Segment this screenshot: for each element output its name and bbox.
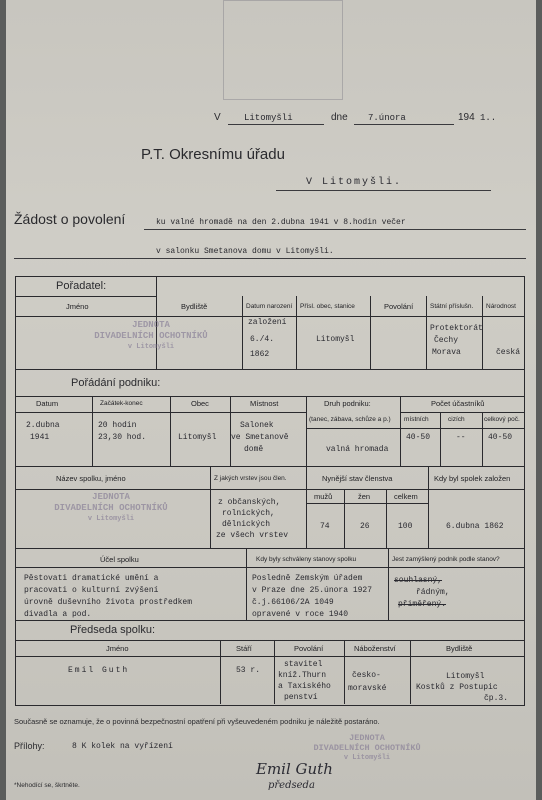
- header-celkovy: celkový poč.: [484, 416, 520, 423]
- zalozen-value: 6.dubna 1862: [446, 522, 504, 531]
- zacatek-line2: 23,30 hod.: [98, 433, 147, 442]
- druh-value: valná hromada: [326, 445, 389, 454]
- mistnich-value: 40-50: [406, 433, 431, 442]
- header-druh-podniku: Druh podniku:: [324, 399, 371, 408]
- bydliste-line2: Kostků z Postupic: [416, 683, 498, 692]
- mistnost-line1: Salonek: [240, 421, 274, 430]
- prilohy-label: Přílohy:: [14, 741, 45, 751]
- vrstvy-line1: z občanských,: [218, 498, 281, 507]
- statni-line2: Čechy: [434, 336, 459, 345]
- celkem-value: 100: [398, 522, 413, 531]
- obec-value: Litomyšl: [178, 433, 217, 442]
- datum-line2: 1941: [30, 433, 50, 442]
- header-narodnost: Národnost: [486, 303, 516, 310]
- header-datum-narozeni: Datum narození: [246, 303, 293, 310]
- header-pocet: Počet účastníků: [431, 399, 485, 408]
- predseda-povolani-line1: stavitel: [284, 660, 323, 669]
- addressee-line2: V Litomyšli.: [306, 177, 403, 188]
- header-schvaleny: Kdy byly schváleny stanovy spolku: [256, 556, 357, 563]
- stanov-option3: přiměřený.: [398, 600, 447, 609]
- zalozeni-date: 6./4.: [250, 335, 275, 344]
- muzu-value: 74: [320, 522, 330, 531]
- poradatel-title: Pořadatel:: [56, 280, 107, 292]
- header-celkem: celkem: [394, 492, 418, 501]
- stanov-option2: řádným,: [416, 588, 450, 597]
- narodnost-value: česká: [496, 348, 521, 357]
- schvaleny-line1: Posledně Zemským úřadem: [252, 574, 363, 583]
- predseda-povolani-line3: a Taxiského: [278, 682, 331, 691]
- footnote: *Nehodící se, škrtněte.: [14, 782, 80, 789]
- zacatek-line1: 20 hodin: [98, 421, 137, 430]
- ucel-line4: divadla a pod.: [24, 610, 92, 619]
- place-value: Litomyšli: [244, 113, 293, 123]
- request-text2: v salonku Smetanova domu v Litomyšli.: [156, 247, 334, 256]
- organization-stamp-2: JEDNOTA DIVADELNÍCH OCHOTNÍKŮ v Litomyšli: [54, 492, 168, 523]
- header-druh-sub: (tanec, zábava, schůze a p.): [309, 416, 391, 423]
- ucel-line1: Pěstovati dramatické umění a: [24, 574, 159, 583]
- nabozenstvi-line1: česko-: [352, 671, 381, 680]
- stanice-value: Litomyšl: [316, 335, 355, 344]
- zen-value: 26: [360, 522, 370, 531]
- header-nabozenstvi: Náboženství: [354, 644, 396, 653]
- place-prefix: V: [214, 112, 221, 123]
- schvaleny-line2: v Praze dne 25.února 1927: [252, 586, 373, 595]
- footer-statement: Současně se oznamuje, že o povinná bezpečnostní opatření při vyšeuvedeném podniku je náležitě postaráno.: [14, 717, 380, 726]
- predseda-povolani-line2: kníž.Thurn: [278, 671, 327, 680]
- header-stav: Nynější stav členstva: [322, 474, 393, 483]
- poradani-title: Pořádání podniku:: [71, 377, 161, 389]
- ucel-line2: pracovati o kulturní zvýšení: [24, 586, 159, 595]
- predseda-title: Předseda spolku:: [70, 624, 155, 636]
- header-predseda-jmeno: Jméno: [106, 644, 129, 653]
- header-prisl-obec: Přísl. obec, stanice: [300, 303, 355, 310]
- cizich-value: --: [456, 433, 466, 442]
- header-stari: Stáří: [236, 644, 252, 653]
- zalozeni-label: založení: [248, 318, 287, 327]
- header-ucel: Účel spolku: [100, 555, 139, 564]
- year-prefix: 194: [458, 112, 475, 123]
- date-value: 7.února: [368, 113, 406, 123]
- header-bydliste: Bydliště: [181, 302, 208, 311]
- year-suffix: 1..: [480, 113, 497, 123]
- header-cizich: cizích: [448, 416, 465, 423]
- header-jmeno: Jméno: [66, 302, 89, 311]
- header-datum: Datum: [36, 399, 59, 408]
- celkovy-value: 40-50: [488, 433, 513, 442]
- header-povolani: Povolání: [384, 302, 414, 311]
- header-podle-stanov: Jest zamýšlený podnik podle stanov?: [392, 556, 500, 563]
- bydliste-line3: čp.3.: [484, 694, 509, 703]
- datum-line1: 2.dubna: [26, 421, 60, 430]
- header-statni-prislusnost: Státní příslušn.: [430, 303, 474, 310]
- header-mistnost: Místnost: [250, 399, 279, 408]
- prilohy-value: 8 K kolek na vyřízení: [72, 742, 173, 751]
- header-predseda-povolani: Povolání: [294, 644, 324, 653]
- header-obec: Obec: [191, 399, 209, 408]
- header-mistnich: místních: [404, 416, 429, 423]
- date-prefix: dne: [331, 112, 348, 123]
- mistnost-line3: domě: [244, 445, 264, 454]
- statni-line3: Morava: [432, 348, 461, 357]
- header-muzu: mužů: [314, 492, 333, 501]
- header-zacatek-konec: Začátek-konec: [100, 400, 143, 407]
- signature: Emil Guth: [256, 760, 333, 778]
- signature-role: předseda: [268, 780, 315, 791]
- addressee-line1: P.T. Okresnímu úřadu: [141, 146, 285, 163]
- header-nazev-spolku: Název spolku, jméno: [56, 474, 126, 483]
- predseda-stari-value: 53 r.: [236, 666, 261, 675]
- ghost-stamp-box: [223, 0, 343, 100]
- statni-line1: Protektorát: [430, 324, 483, 333]
- header-zen: žen: [358, 492, 371, 501]
- footer-stamp: JEDNOTA DIVADELNÍCH OCHOTNÍKŮ v Litomyšli: [313, 733, 421, 762]
- zalozeni-year: 1862: [250, 350, 270, 359]
- organization-stamp: JEDNOTA DIVADELNÍCH OCHOTNÍKŮ v Litomyšli: [94, 320, 208, 351]
- form-page: [6, 0, 536, 800]
- header-predseda-bydliste: Bydliště: [446, 644, 473, 653]
- nabozenstvi-line2: moravské: [348, 684, 387, 693]
- header-zalozen: Kdy byl spolek založen: [434, 474, 511, 483]
- mistnost-line2: ve Smetanově: [231, 433, 289, 442]
- schvaleny-line3: č.j.66106/2A 1049: [252, 598, 334, 607]
- schvaleny-line4: opravené v roce 1940: [252, 610, 349, 619]
- vrstvy-line2: rolnických,: [222, 509, 275, 518]
- request-label: Žádost o povolení: [14, 211, 126, 227]
- vrstvy-line4: ze všech vrstev: [216, 531, 289, 540]
- header-vrstvy: Z jakých vrstev jsou člen.: [214, 475, 287, 482]
- predseda-jmeno-value: Emil Guth: [68, 666, 130, 675]
- ucel-line3: úrovně duševního života prostředkem: [24, 598, 193, 607]
- predseda-povolani-line4: penství: [284, 693, 318, 702]
- request-text1: ku valné hromadě na den 2.dubna 1941 v 8.hodin večer: [156, 218, 406, 227]
- vrstvy-line3: dělnických: [222, 520, 271, 529]
- bydliste-line1: Litomyšl: [446, 672, 485, 681]
- stanov-option1: souhlasný,: [394, 576, 443, 585]
